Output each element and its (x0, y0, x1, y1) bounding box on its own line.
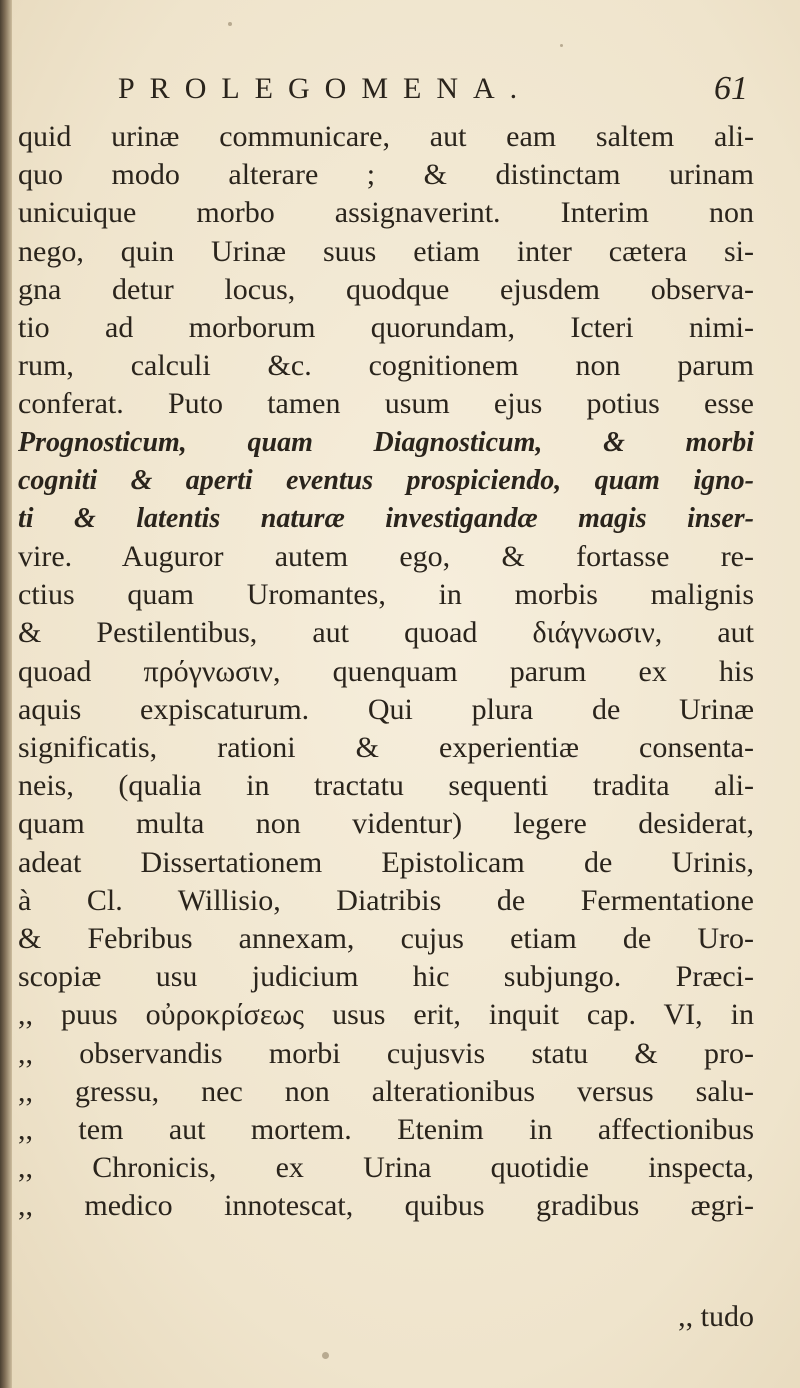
quoted-line: ,, tem aut mortem. Etenim in affectionibus (18, 1112, 754, 1146)
text-line-italic: Prognosticum, quam Diagnosticum, & morbi (18, 426, 754, 458)
text-line: significatis, rationi & experientiæ consenta- (18, 731, 754, 764)
text-line: ctius quam Uromantes, in morbis malignis (18, 578, 754, 612)
text-line: gna detur locus, quodque ejusdem observa- (18, 272, 754, 306)
text-line: à Cl. Willisio, Diatribis de Fermentatione (18, 883, 754, 917)
quoted-line: ,, puus οὐροκρίσεως usus erit, inquit cap. VI, in (18, 998, 754, 1032)
text-line: vire. Auguror autem ego, & fortasse re- (18, 540, 754, 574)
text-line: quid urinæ communicare, aut eam saltem ali- (18, 120, 754, 153)
text-line: quo modo alterare ; & distinctam urinam (18, 158, 754, 192)
paper-speck (560, 44, 563, 47)
text-line: unicuique morbo assignaverint. Interim non (18, 196, 754, 230)
text-line: aquis expiscaturum. Qui plura de Urinæ (18, 692, 754, 726)
running-head: PROLEGOMENA. (118, 72, 533, 105)
page-header (118, 70, 748, 114)
text-line: nego, quin Urinæ suus etiam inter cætera si- (18, 234, 754, 268)
text-line: quam multa non videntur) legere desiderat, (18, 807, 754, 841)
text-line: scopiæ usu judicium hic subjungo. Præci- (18, 960, 754, 994)
text-line-italic: cogniti & aperti eventus prospiciendo, quam igno- (18, 464, 754, 496)
quoted-line: ,, observandis morbi cujusvis statu & pro- (18, 1036, 754, 1070)
quoted-line: ,, medico innotescat, quibus gradibus ægri- (18, 1189, 754, 1223)
page-number: 61 (714, 70, 748, 107)
text-line-italic: ti & latentis naturæ investigandæ magis inser- (18, 502, 754, 534)
binding-gutter (0, 0, 12, 1388)
text-line: adeat Dissertationem Epistolicam de Urinis, (18, 845, 754, 879)
catchword: ,, tudo (678, 1300, 754, 1333)
paper-speck (322, 1352, 329, 1359)
text-line: tio ad morborum quorundam, Icteri nimi- (18, 310, 754, 344)
quoted-line: ,, Chronicis, ex Urina quotidie inspecta, (18, 1151, 754, 1185)
text-line: & Pestilentibus, aut quoad διάγνωσιν, aut (18, 616, 754, 650)
text-line: neis, (qualia in tractatu sequenti tradita ali- (18, 769, 754, 803)
text-line: conferat. Puto tamen usum ejus potius esse (18, 387, 754, 421)
text-line: quoad πρόγνωσιν, quenquam parum ex his (18, 654, 754, 688)
text-line: rum, calculi &c. cognitionem non parum (18, 349, 754, 383)
body-text (18, 118, 754, 1225)
paper-speck (228, 22, 232, 26)
text-line: & Febribus annexam, cujus etiam de Uro- (18, 921, 754, 955)
quoted-line: ,, gressu, nec non alterationibus versus salu- (18, 1074, 754, 1108)
